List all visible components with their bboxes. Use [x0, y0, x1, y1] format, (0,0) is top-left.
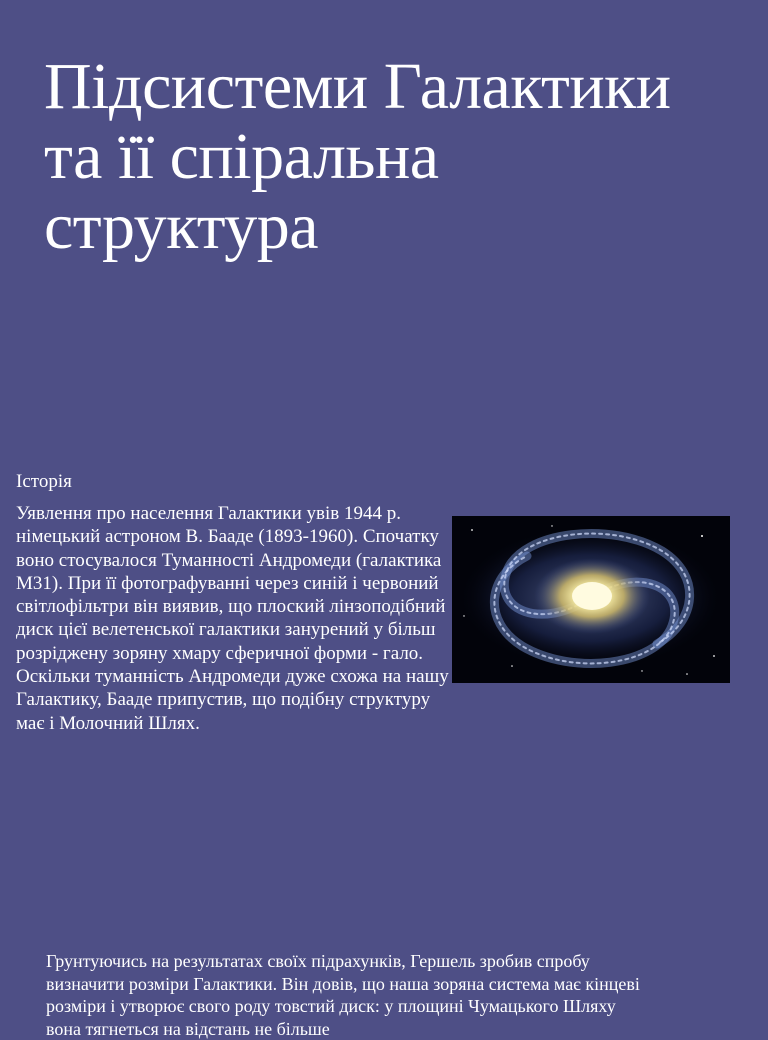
galaxy-image — [452, 516, 730, 683]
history-paragraph: Уявлення про населення Галактики увів 1944 р. німецький астроном В. Бааде (1893-1960). Спочатку воно стосувалося Туманності Андромеди (галактика М31). При її фотографуванні через синій і червоний світлофільтри він виявив, що плоский лінзоподібний диск цієї велетенської галактики занурений у більш розріджену зоряну хмару сферичної форми - гало. Оскільки туманність Андромеди дуже схожа на нашу Галактику, Бааде припустив, що подібну структуру має і Молочний Шлях. — [16, 503, 449, 734]
title-line-2: та її спіральна — [44, 120, 439, 193]
herschel-paragraph: Грунтуючись на результатах своїх підрахунків, Гершель зробив спробу визначити розміри Галактики. Він довів, що наша зоряна система має кінцеві розміри і утворює свого роду товстий диск: у площині Чумацького Шляху вона тягнеться на відстань не більше — [46, 951, 640, 1039]
title-line-3: структура — [44, 190, 319, 263]
slide-title — [44, 52, 744, 262]
title-line-1: Підсистеми Галактики — [44, 50, 671, 123]
section-heading: Історія — [16, 471, 72, 492]
galaxy-illustration — [452, 516, 730, 683]
